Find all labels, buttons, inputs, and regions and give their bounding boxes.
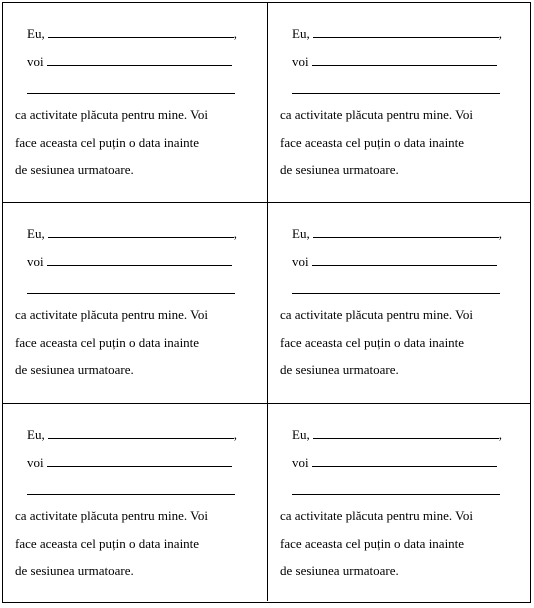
commitment-card bbox=[268, 3, 530, 203]
name-line bbox=[27, 225, 237, 241]
statement-text-3: de sesiunea urmatoare. bbox=[280, 362, 399, 377]
statement-text-1: ca activitate plăcuta pentru mine. Voi bbox=[15, 107, 209, 122]
statement-text-1: ca activitate plăcuta pentru mine. Voi bbox=[15, 508, 209, 523]
comma-mark: , bbox=[233, 427, 237, 442]
voi-label: voi bbox=[27, 455, 44, 470]
activity-blank-2[interactable] bbox=[27, 81, 235, 94]
statement-text-3: de sesiunea urmatoare. bbox=[15, 563, 134, 578]
name-blank[interactable] bbox=[48, 25, 234, 38]
eu-label: Eu, bbox=[27, 26, 45, 41]
activity-line bbox=[292, 53, 497, 69]
activity-continuation-line bbox=[27, 281, 235, 297]
activity-blank-2[interactable] bbox=[292, 482, 500, 495]
eu-label: Eu, bbox=[27, 427, 45, 442]
comma-mark: , bbox=[233, 26, 237, 41]
activity-line bbox=[27, 454, 232, 470]
activity-blank[interactable] bbox=[312, 53, 497, 66]
activity-blank[interactable] bbox=[312, 454, 497, 467]
voi-label: voi bbox=[27, 254, 44, 269]
commitment-card bbox=[3, 3, 268, 203]
voi-label: voi bbox=[292, 455, 309, 470]
name-line bbox=[292, 25, 502, 41]
name-blank[interactable] bbox=[48, 225, 234, 238]
activity-line bbox=[27, 53, 232, 69]
statement-text-3: de sesiunea urmatoare. bbox=[15, 362, 134, 377]
commitment-card bbox=[3, 203, 268, 404]
name-line bbox=[27, 25, 237, 41]
activity-line bbox=[27, 253, 232, 269]
comma-mark: , bbox=[498, 226, 502, 241]
commitment-card bbox=[268, 203, 530, 404]
activity-blank[interactable] bbox=[47, 454, 232, 467]
name-blank[interactable] bbox=[48, 426, 234, 439]
activity-continuation-line bbox=[27, 482, 235, 498]
statement-text-2: face aceasta cel puțin o data inainte bbox=[280, 135, 465, 150]
statement-text-1: ca activitate plăcuta pentru mine. Voi bbox=[15, 307, 209, 322]
activity-blank-2[interactable] bbox=[27, 281, 235, 294]
activity-blank[interactable] bbox=[47, 253, 232, 266]
name-blank[interactable] bbox=[313, 225, 499, 238]
name-line bbox=[292, 426, 502, 442]
statement-text-1: ca activitate plăcuta pentru mine. Voi bbox=[280, 508, 474, 523]
name-blank[interactable] bbox=[313, 25, 499, 38]
eu-label: Eu, bbox=[292, 427, 310, 442]
comma-mark: , bbox=[498, 427, 502, 442]
activity-blank-2[interactable] bbox=[292, 281, 500, 294]
statement-text-2: face aceasta cel puțin o data inainte bbox=[15, 135, 200, 150]
name-blank[interactable] bbox=[313, 426, 499, 439]
statement-text-2: face aceasta cel puțin o data inainte bbox=[280, 335, 465, 350]
statement-text-2: face aceasta cel puțin o data inainte bbox=[15, 536, 200, 551]
statement-text-2: face aceasta cel puțin o data inainte bbox=[280, 536, 465, 551]
name-line bbox=[27, 426, 237, 442]
name-line bbox=[292, 225, 502, 241]
voi-label: voi bbox=[292, 254, 309, 269]
eu-label: Eu, bbox=[292, 26, 310, 41]
statement-text-3: de sesiunea urmatoare. bbox=[280, 563, 399, 578]
comma-mark: , bbox=[498, 26, 502, 41]
activity-blank-2[interactable] bbox=[292, 81, 500, 94]
statement-text-2: face aceasta cel puțin o data inainte bbox=[15, 335, 200, 350]
eu-label: Eu, bbox=[27, 226, 45, 241]
activity-blank[interactable] bbox=[312, 253, 497, 266]
statement-text-3: de sesiunea urmatoare. bbox=[280, 162, 399, 177]
statement-text-1: ca activitate plăcuta pentru mine. Voi bbox=[280, 307, 474, 322]
statement-text-3: de sesiunea urmatoare. bbox=[15, 162, 134, 177]
commitment-card bbox=[268, 404, 530, 601]
activity-line bbox=[292, 253, 497, 269]
voi-label: voi bbox=[27, 54, 44, 69]
eu-label: Eu, bbox=[292, 226, 310, 241]
commitment-card bbox=[3, 404, 268, 601]
activity-continuation-line bbox=[27, 81, 235, 97]
activity-blank-2[interactable] bbox=[27, 482, 235, 495]
statement-text-1: ca activitate plăcuta pentru mine. Voi bbox=[280, 107, 474, 122]
activity-continuation-line bbox=[292, 482, 500, 498]
activity-continuation-line bbox=[292, 281, 500, 297]
comma-mark: , bbox=[233, 226, 237, 241]
commitment-cards-sheet bbox=[2, 2, 531, 603]
activity-continuation-line bbox=[292, 81, 500, 97]
voi-label: voi bbox=[292, 54, 309, 69]
activity-blank[interactable] bbox=[47, 53, 232, 66]
activity-line bbox=[292, 454, 497, 470]
